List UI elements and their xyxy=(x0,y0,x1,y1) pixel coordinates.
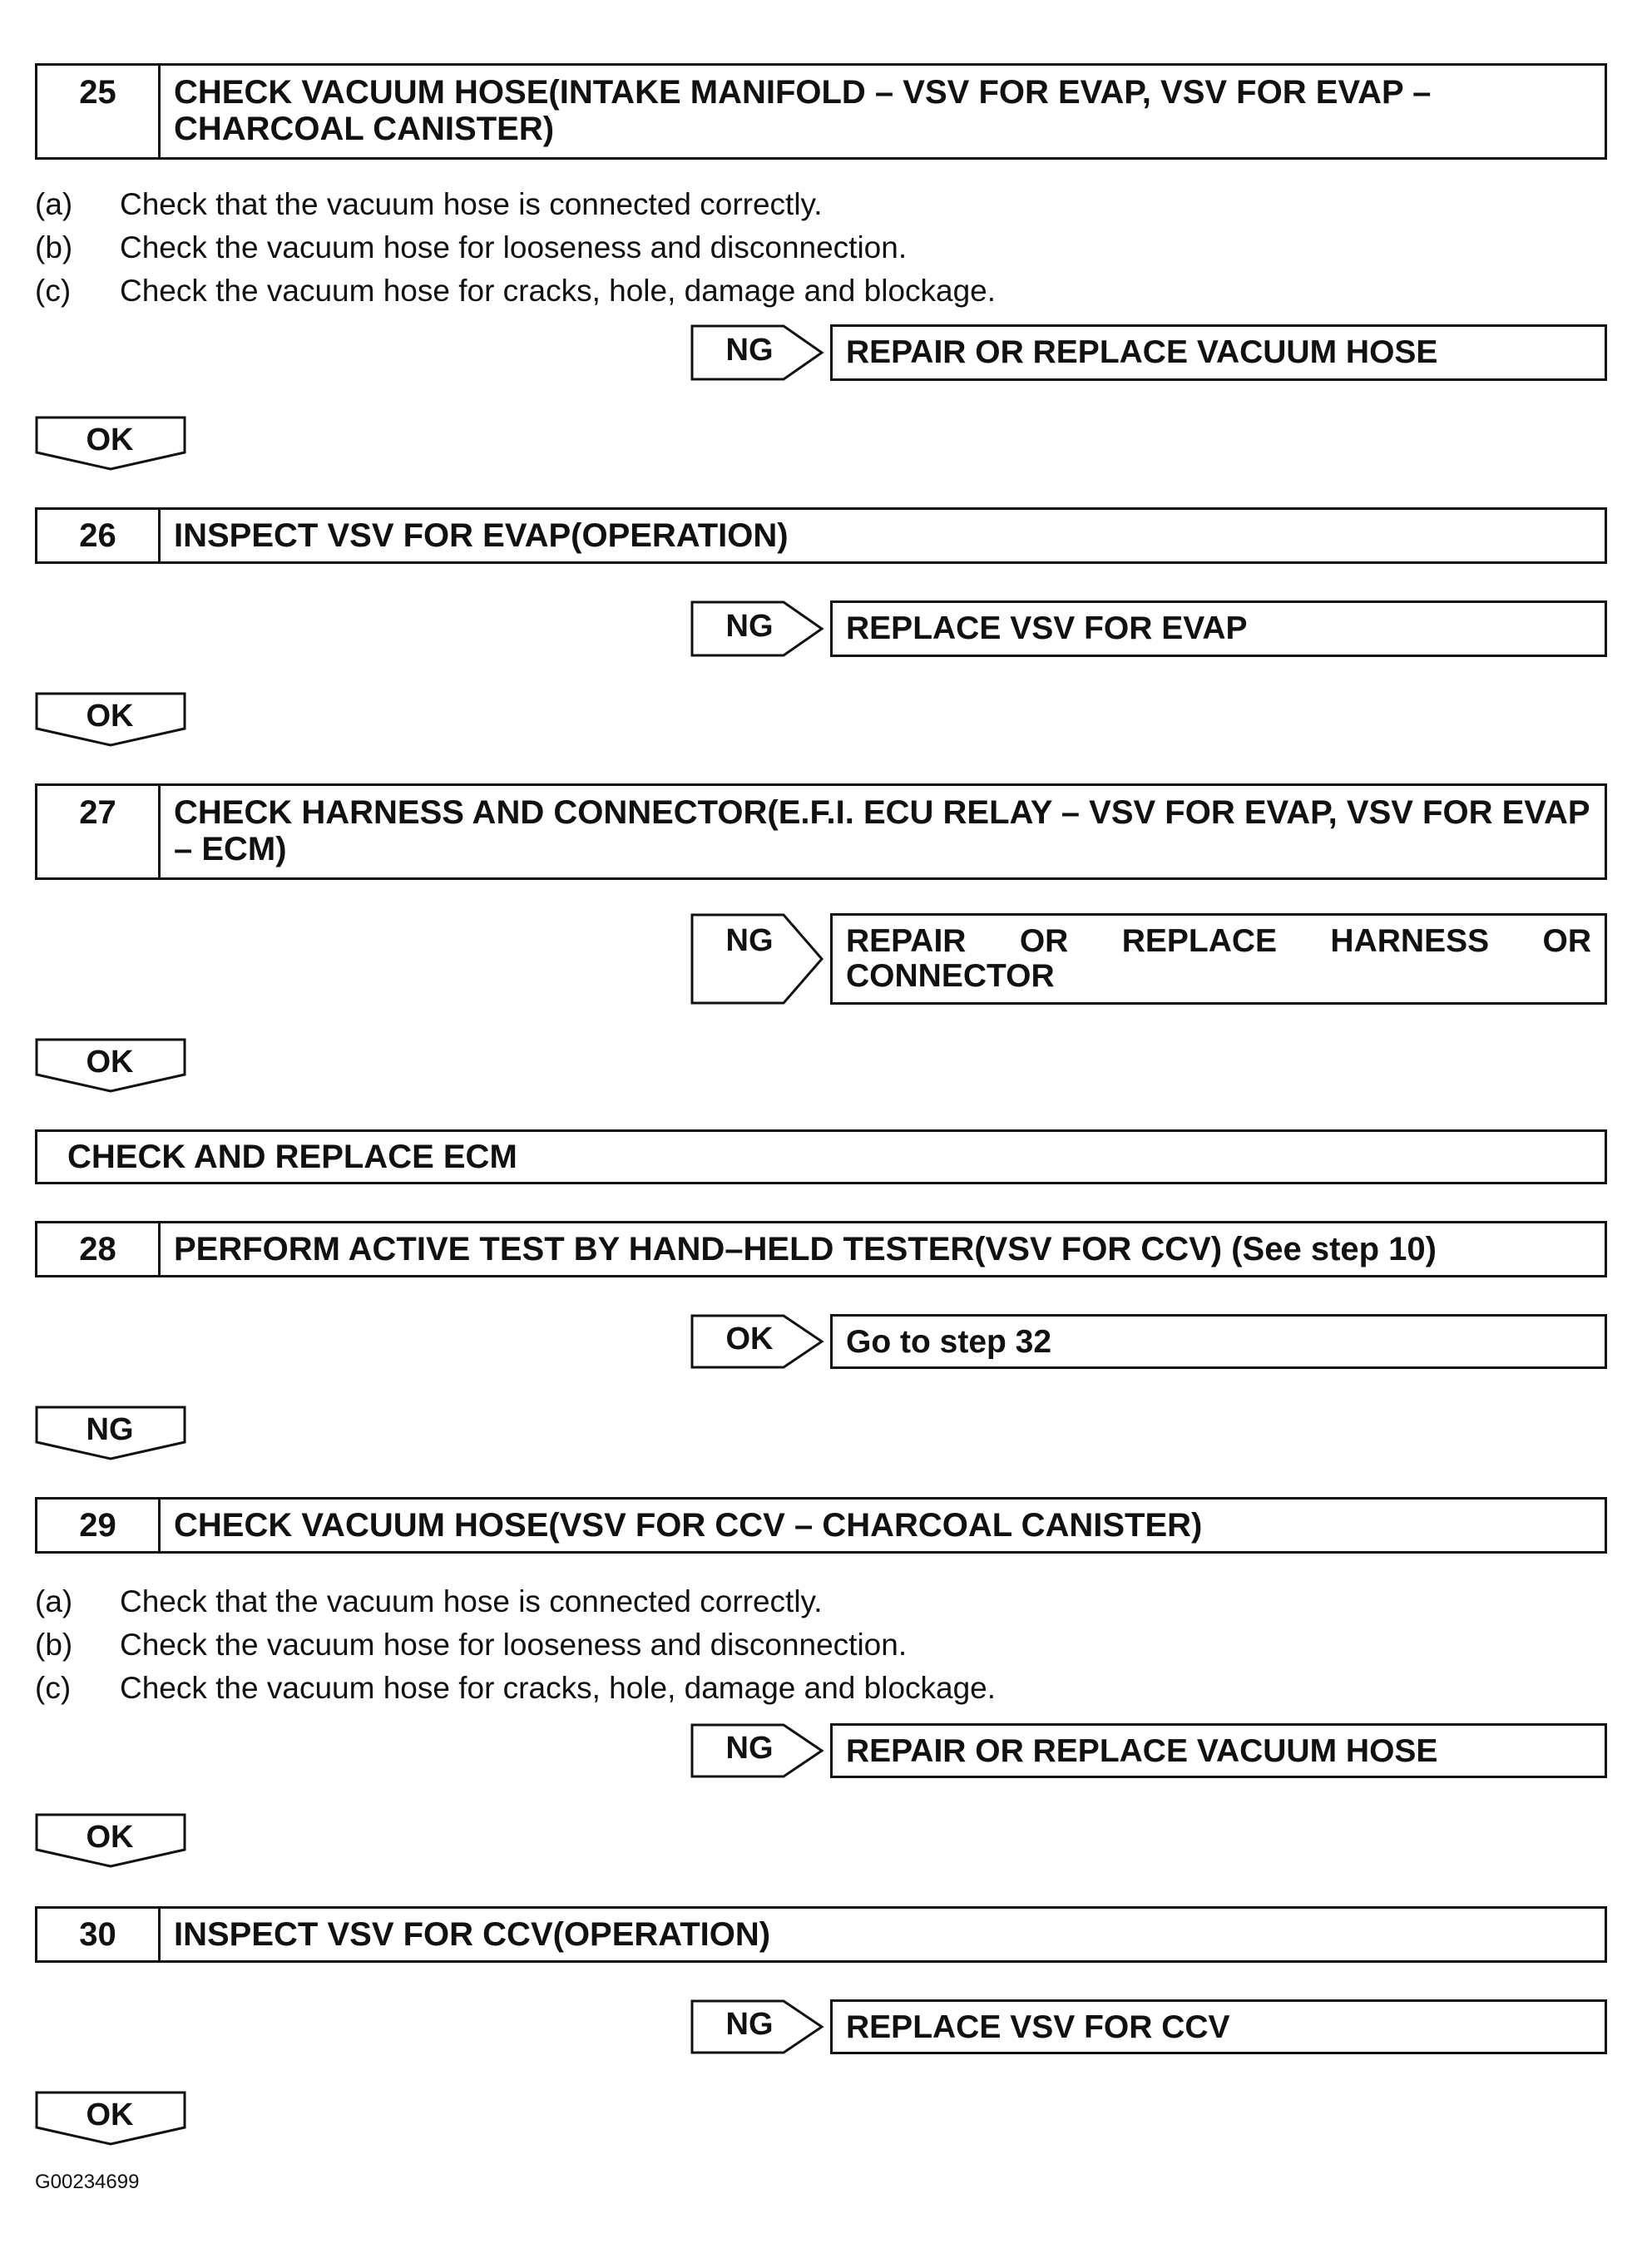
branch-label: OK xyxy=(725,1322,774,1356)
step-title: INSPECT VSV FOR EVAP(OPERATION) xyxy=(174,517,789,554)
down-arrow-29 xyxy=(35,1813,186,1872)
branch-27 xyxy=(690,913,1607,1005)
branch-label: NG xyxy=(725,1731,774,1766)
step-number: 27 xyxy=(37,786,161,877)
down-arrow-25 xyxy=(35,416,186,475)
substep-row: (c) Check the vacuum hose for cracks, hole, damage and blockage. xyxy=(35,274,997,308)
substep-row: (a) Check that the vacuum hose is connected correctly. xyxy=(35,187,823,221)
branch-result: Go to step 32 xyxy=(830,1314,1607,1369)
substeps-25 xyxy=(35,183,996,313)
substeps-29 xyxy=(35,1580,996,1710)
branch-result: REPAIR OR REPLACE VACUUM HOSE xyxy=(830,324,1607,381)
down-arrow-28 xyxy=(35,1406,186,1465)
step-title: PERFORM ACTIVE TEST BY HAND–HELD TESTER(VSV FOR CCV) (See step 10) xyxy=(174,1231,1437,1267)
branch-result: REPLACE VSV FOR EVAP xyxy=(830,600,1607,657)
step-27-box xyxy=(35,783,1607,880)
down-label: OK xyxy=(86,1045,134,1080)
down-label: OK xyxy=(86,2098,134,2132)
branch-label: NG xyxy=(725,923,774,958)
step-30-box xyxy=(35,1906,1607,1963)
branch-result: REPAIR OR REPLACE HARNESS OR CONNECTOR xyxy=(830,913,1607,1005)
step-number: 28 xyxy=(37,1223,161,1275)
step-28-box xyxy=(35,1221,1607,1277)
final-action-box xyxy=(35,1129,1607,1184)
step-title: CHECK VACUUM HOSE(VSV FOR CCV – CHARCOAL CANISTER) xyxy=(174,1507,1203,1544)
step-number: 30 xyxy=(37,1909,161,1960)
substep-row: (a) Check that the vacuum hose is connected correctly. xyxy=(35,1584,823,1618)
branch-29 xyxy=(690,1723,1607,1778)
branch-28 xyxy=(690,1314,1607,1369)
branch-label: NG xyxy=(725,2007,774,2042)
branch-result: REPLACE VSV FOR CCV xyxy=(830,1999,1607,2054)
step-title: CHECK HARNESS AND CONNECTOR(E.F.I. ECU RELAY – VSV FOR EVAP, VSV FOR EVAP – ECM) xyxy=(174,794,1590,867)
final-action-text: CHECK AND REPLACE ECM xyxy=(67,1138,517,1175)
step-number: 26 xyxy=(37,510,161,561)
substep-row: (b) Check the vacuum hose for looseness and disconnection. xyxy=(35,1628,908,1662)
substep-row: (c) Check the vacuum hose for cracks, hole, damage and blockage. xyxy=(35,1671,997,1705)
step-26-box xyxy=(35,507,1607,564)
step-29-box xyxy=(35,1497,1607,1554)
down-label: OK xyxy=(86,699,134,734)
step-number: 29 xyxy=(37,1500,161,1551)
branch-25 xyxy=(690,324,1607,381)
down-arrow-26 xyxy=(35,692,186,751)
down-arrow-27 xyxy=(35,1038,186,1097)
down-arrow-30 xyxy=(35,2091,186,2150)
branch-label: NG xyxy=(725,609,774,644)
down-label: NG xyxy=(86,1412,134,1447)
substep-row: (b) Check the vacuum hose for looseness and disconnection. xyxy=(35,230,908,264)
branch-30 xyxy=(690,1999,1607,2054)
step-title: INSPECT VSV FOR CCV(OPERATION) xyxy=(174,1916,771,1953)
step-number: 25 xyxy=(37,66,161,157)
branch-result: REPAIR OR REPLACE VACUUM HOSE xyxy=(830,1723,1607,1778)
step-title: CHECK VACUUM HOSE(INTAKE MANIFOLD – VSV FOR EVAP, VSV FOR EVAP – CHARCOAL CANISTER) xyxy=(174,74,1432,147)
down-label: OK xyxy=(86,422,134,457)
step-25-box xyxy=(35,63,1607,160)
down-label: OK xyxy=(86,1820,134,1855)
branch-label: NG xyxy=(725,333,774,368)
figure-id: G00234699 xyxy=(35,2171,140,2193)
branch-26 xyxy=(690,600,1607,657)
